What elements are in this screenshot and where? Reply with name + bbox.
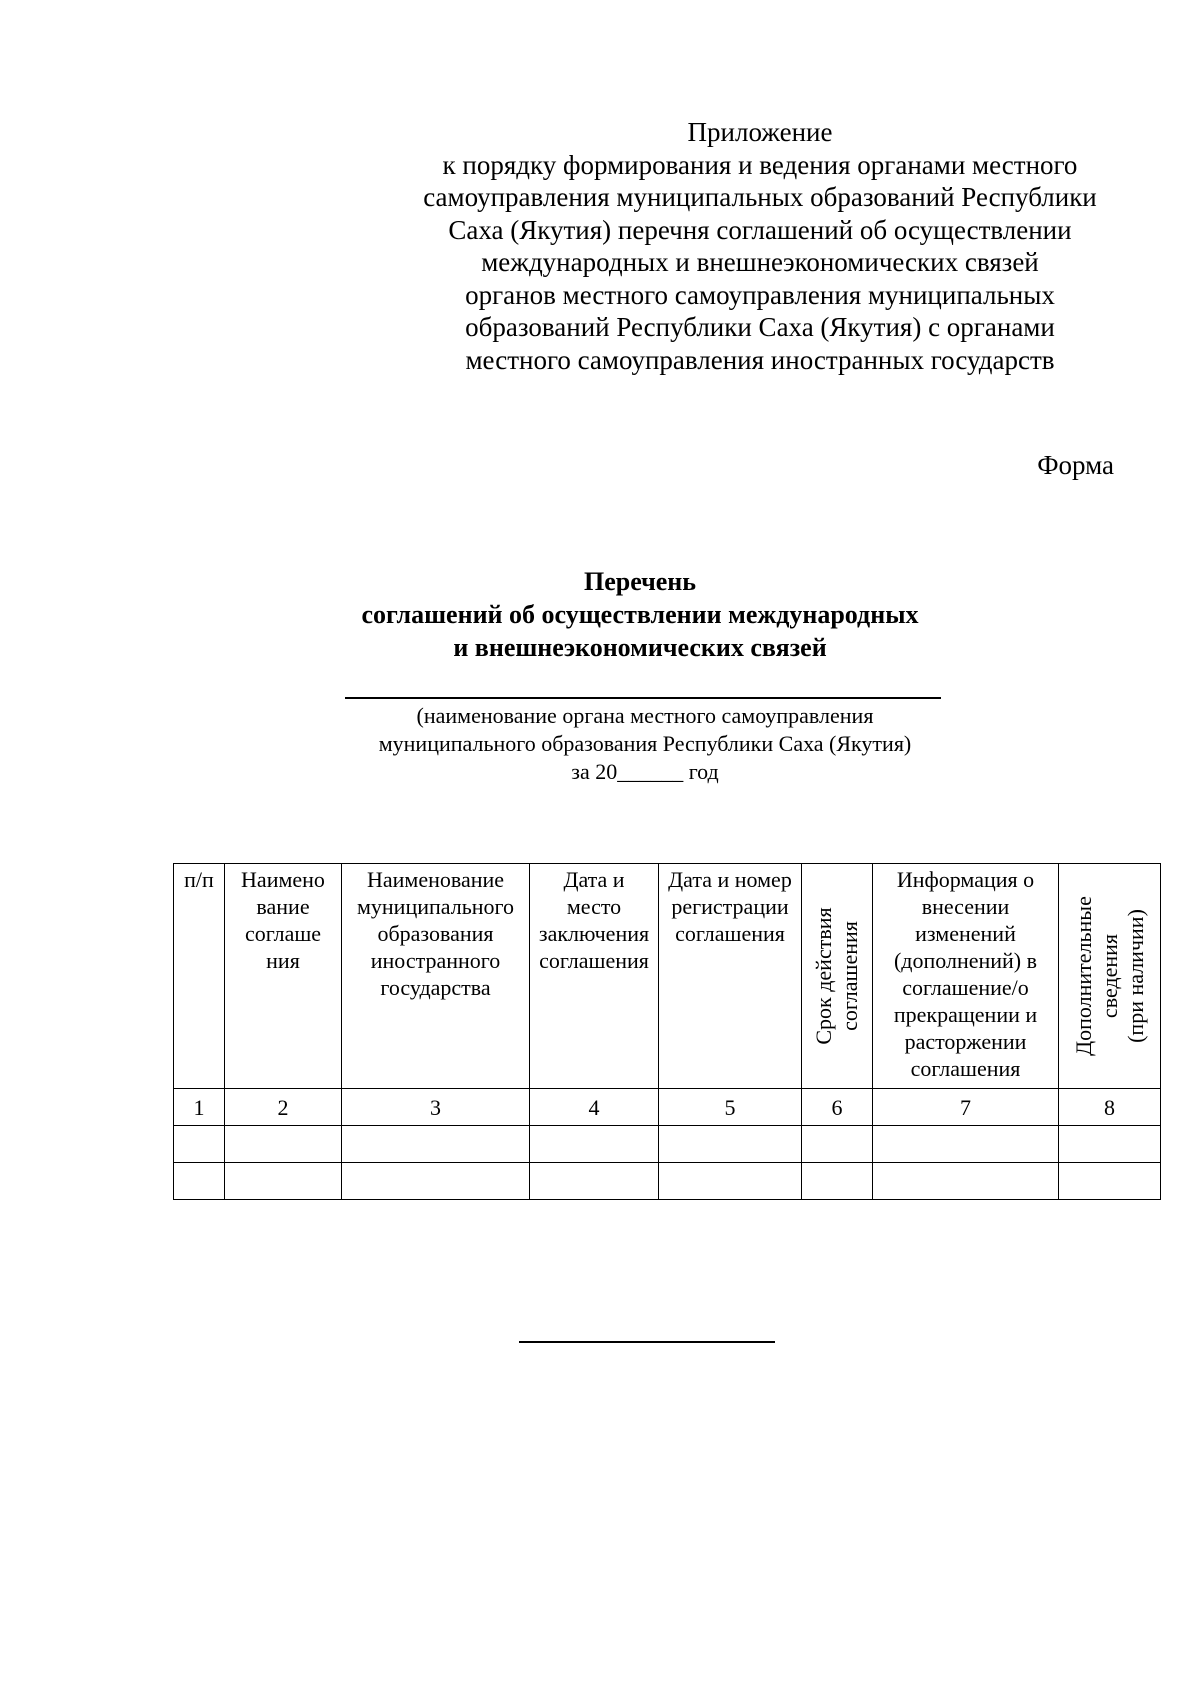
header-cell-registration-date-number: [659, 864, 802, 1089]
table-cell: [659, 1126, 802, 1163]
header-line: вание: [256, 894, 310, 919]
header-line: образования: [377, 921, 494, 946]
vertical-header-wrap: [802, 865, 872, 1087]
header-line: расторжении: [904, 1029, 1027, 1054]
header-line: регистрации: [671, 894, 789, 919]
header-line: соглашения: [910, 1056, 1021, 1081]
header-line: соглаше: [244, 921, 322, 946]
table-cell: [530, 1126, 659, 1163]
appendix-line: Саха (Якутия) перечня соглашений об осуществлении: [448, 214, 1072, 245]
appendix-line: к порядку формирования и ведения органами местного: [442, 149, 1078, 180]
appendix-line: органов местного самоуправления муниципальных: [465, 279, 1055, 310]
title-line: соглашений об осуществлении международных: [361, 600, 919, 629]
header-line: п/п: [184, 867, 214, 892]
header-cell-foreign-municipality: [342, 864, 530, 1089]
column-number: 5: [659, 1089, 802, 1126]
table-cell: [342, 1126, 530, 1163]
table-cell: [342, 1163, 530, 1200]
vertical-header-text: [811, 907, 863, 1044]
document-title: [240, 565, 1040, 664]
column-number: 4: [530, 1089, 659, 1126]
vertical-header-text: [1071, 896, 1149, 1056]
column-number: 2: [225, 1089, 342, 1126]
table-cell: [802, 1126, 873, 1163]
header-cell-amendments-info: [873, 864, 1059, 1089]
table-cell: [659, 1163, 802, 1200]
header-line: иностранного: [370, 948, 501, 973]
table-cell: [873, 1126, 1059, 1163]
appendix-line: международных и внешнеэкономических связей: [481, 247, 1039, 277]
column-number: 6: [802, 1089, 873, 1126]
title-line: и внешнеэкономических связей: [453, 633, 827, 662]
header-line: соглашение/о: [902, 975, 1029, 1000]
header-line: изменений: [915, 921, 1016, 946]
header-line: (при наличии): [1122, 909, 1148, 1043]
appendix-line: образований Республики Саха (Якутия) с органами: [465, 312, 1055, 342]
header-line: место: [566, 894, 622, 919]
appendix-block: [380, 116, 1140, 376]
table-cell: [174, 1163, 225, 1200]
header-cell-number: [174, 864, 225, 1089]
table-row: [174, 1163, 1161, 1200]
header-line: внесении: [921, 894, 1010, 919]
vertical-header-wrap: [1059, 865, 1160, 1087]
header-cell-validity-period: [802, 864, 873, 1089]
header-line: Срок действия: [811, 907, 836, 1045]
header-line: ния: [266, 948, 300, 973]
header-line: сведения: [1096, 933, 1122, 1019]
appendix-line: самоуправления муниципальных образований Республики: [423, 182, 1097, 212]
column-number: 3: [342, 1089, 530, 1126]
header-cell-agreement-name: [225, 864, 342, 1089]
column-number: 7: [873, 1089, 1059, 1126]
table-cell: [530, 1163, 659, 1200]
caption-line: (наименование органа местного самоуправления: [416, 703, 874, 728]
table-cell: [225, 1126, 342, 1163]
column-number-row: [174, 1089, 1161, 1126]
header-line: прекращении и: [893, 1002, 1038, 1027]
header-line: (дополнений) в: [893, 948, 1038, 973]
caption-line: муниципального образования Республики Саха (Якутия): [378, 731, 912, 756]
header-line: заключения: [538, 921, 650, 946]
table-cell: [174, 1126, 225, 1163]
table-cell: [1059, 1126, 1161, 1163]
column-number: 1: [174, 1089, 225, 1126]
authority-name-blank-line: [345, 697, 941, 699]
header-line: Наимено: [241, 867, 325, 892]
header-cell-additional-info: [1059, 864, 1161, 1089]
header-line: Информация о: [896, 867, 1035, 892]
agreements-table: [173, 863, 1161, 1200]
authority-caption: [300, 702, 990, 786]
column-number: 8: [1059, 1089, 1161, 1126]
appendix-heading: Приложение: [687, 117, 833, 147]
header-line: Дата и: [563, 867, 625, 892]
table-cell: [873, 1163, 1059, 1200]
header-line: муниципального: [356, 894, 514, 919]
appendix-line: местного самоуправления иностранных государств: [465, 344, 1055, 375]
table-header-row: [174, 864, 1161, 1089]
table-cell: [802, 1163, 873, 1200]
header-line: соглашения: [675, 921, 785, 946]
table-cell: [1059, 1163, 1161, 1200]
header-line: государства: [380, 975, 491, 1000]
end-rule: [519, 1341, 775, 1343]
table-cell: [225, 1163, 342, 1200]
header-line: Наименование: [366, 867, 505, 892]
caption-year-line: за 20______ год: [571, 759, 719, 784]
table-row: [174, 1126, 1161, 1163]
header-line: Дополнительные: [1070, 896, 1096, 1056]
header-cell-conclusion-date-place: [530, 864, 659, 1089]
header-line: соглашения: [837, 921, 862, 1031]
title-line: Перечень: [583, 567, 697, 596]
header-line: Дата и номер: [668, 867, 792, 892]
header-line: соглашения: [539, 948, 649, 973]
form-label: Форма: [1037, 450, 1114, 480]
